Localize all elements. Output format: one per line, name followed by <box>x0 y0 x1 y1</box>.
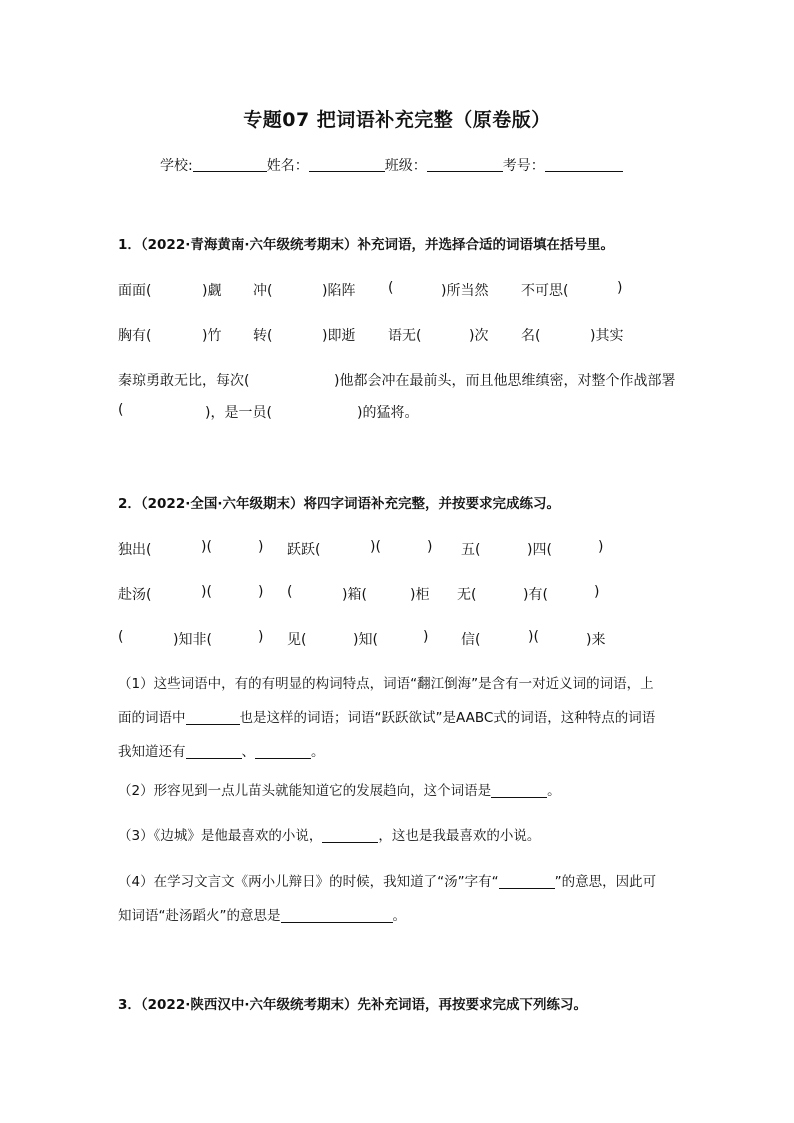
page-title: 专题07 把词语补充完整（原卷版） <box>243 109 551 131</box>
q1-sentence-line-2 <box>0 402 794 422</box>
q2-r1-c: ) <box>258 539 264 555</box>
exam-no-blank[interactable] <box>545 157 623 172</box>
q2-r1-b: )( <box>201 539 212 555</box>
q2-p1-blank-2[interactable] <box>186 743 242 759</box>
q2-r2-f: )柜 <box>410 587 430 603</box>
q1-r2-a: 胸有( <box>118 328 152 344</box>
q2-p4-text-b: ”的意思，因此可 <box>554 874 657 890</box>
q1-sentence-e: )的猛将。 <box>357 405 419 421</box>
q2-r2-b: )( <box>201 584 212 600</box>
q2-p4-text-d: 。 <box>392 908 406 924</box>
q2-subquestion-3 <box>118 819 676 853</box>
q2-r2-e: )箱( <box>342 587 367 603</box>
q2-r3-h: )( <box>528 629 539 645</box>
q2-p1-blank-3[interactable] <box>255 743 311 759</box>
q2-r3-f: ) <box>423 629 429 645</box>
q2-r1-i: ) <box>598 539 604 555</box>
q2-p1-text-e: 、 <box>241 744 255 760</box>
q1-r1-f: )所当然 <box>441 283 489 299</box>
q1-sentence-a: 秦琼勇敢无比，每次( <box>118 373 250 389</box>
q1-r2-e: 语无( <box>388 328 422 344</box>
student-info-line <box>160 155 623 175</box>
q2-p1-text-a: （1）这些词语中，有的有明显的构词特点，词语“翻江倒海”是含有一对近义词的词语，上 <box>118 676 654 692</box>
q2-r3-b: )知非( <box>173 632 212 648</box>
q2-p4-text-c: 知词语“赴汤蹈火”的意思是 <box>118 908 281 924</box>
q2-r1-f: ) <box>427 539 433 555</box>
q2-r1-a: 独出( <box>118 542 152 558</box>
q1-r2-d: )即逝 <box>322 328 356 344</box>
q2-p3-blank[interactable] <box>322 827 378 843</box>
q2-subquestion-2 <box>118 774 676 808</box>
q1-r1-a: 面面( <box>118 283 152 299</box>
q2-p4-text-a: （4）在学习文言文《两小儿辩日》的时候，我知道了“汤”字有“ <box>118 874 499 890</box>
name-label: 姓名： <box>266 158 309 174</box>
q1-sentence-d: )，是一员( <box>205 405 272 421</box>
q2-r3-i: )来 <box>586 632 606 648</box>
q1-r1-h: ) <box>617 280 623 296</box>
q2-r3-c: ) <box>258 629 264 645</box>
school-label: 学校: <box>160 158 193 174</box>
q2-r3-d: 见( <box>287 632 307 648</box>
q2-p2-text-a: （2）形容见到一点儿苗头就能知道它的发展趋向，这个词语是 <box>118 783 492 799</box>
q2-p1-text-d: 我知道还有 <box>118 744 186 760</box>
question-1-stem: 1．（2022·青海黄南·六年级统考期末）补充词语，并选择合适的词语填在括号里。 <box>118 237 614 253</box>
exam-no-label: 考号： <box>502 158 545 174</box>
q2-subquestion-4 <box>118 865 676 933</box>
q1-r2-b: )竹 <box>202 328 222 344</box>
q2-r3-a: ( <box>118 629 124 645</box>
q2-r2-i: ) <box>594 584 600 600</box>
q1-r1-e: ( <box>388 280 394 296</box>
school-blank[interactable] <box>193 157 267 172</box>
q2-r2-g: 无( <box>457 587 477 603</box>
q1-sentence-c: ( <box>118 402 124 418</box>
q2-r1-e: )( <box>370 539 381 555</box>
q2-r1-h: )四( <box>527 542 552 558</box>
q2-r2-h: )有( <box>523 587 548 603</box>
q1-r2-c: 转( <box>253 328 273 344</box>
q2-r2-a: 赴汤( <box>118 587 152 603</box>
q2-word-row-3 <box>0 629 794 649</box>
q1-r2-g: 名( <box>521 328 541 344</box>
q2-p4-blank-2[interactable] <box>281 907 393 923</box>
q2-word-row-1 <box>0 539 794 559</box>
q2-r2-c: ) <box>258 584 264 600</box>
q1-r2-h: )其实 <box>590 328 624 344</box>
q2-p1-text-f: 。 <box>311 744 325 760</box>
q2-r3-g: 信( <box>461 632 481 648</box>
q2-p2-text-b: 。 <box>547 783 561 799</box>
q2-r1-d: 跃跃( <box>287 542 321 558</box>
q2-p1-text-b: 面的词语中 <box>118 710 186 726</box>
q1-r1-c: 冲( <box>253 283 273 299</box>
class-label: 班级： <box>384 158 427 174</box>
q2-p2-blank[interactable] <box>491 782 547 798</box>
class-blank[interactable] <box>427 157 503 172</box>
q1-sentence-line-1 <box>0 370 794 390</box>
q2-p3-text-a: （3）《边城》是他最喜欢的小说， <box>118 828 323 844</box>
q1-word-row-2 <box>0 325 794 345</box>
q2-p1-text-c: 也是这样的词语；词语“跃跃欲试”是AABC式的词语，这种特点的词语 <box>239 710 656 726</box>
q2-r1-g: 五( <box>461 542 481 558</box>
q2-r3-e: )知( <box>353 632 378 648</box>
question-2-stem: 2．（2022·全国·六年级期末）将四字词语补充完整，并按要求完成练习。 <box>118 496 560 512</box>
q2-p3-text-b: ，这也是我最喜欢的小说。 <box>378 828 541 844</box>
q2-subquestion-1 <box>118 667 676 769</box>
q2-p1-blank-1[interactable] <box>186 709 240 725</box>
name-blank[interactable] <box>309 157 385 172</box>
q2-r2-d: ( <box>287 584 293 600</box>
q2-word-row-2 <box>0 584 794 604</box>
question-3-stem: 3．（2022·陕西汉中·六年级统考期末）先补充词语，再按要求完成下列练习。 <box>118 997 587 1013</box>
q1-word-row-1 <box>0 280 794 300</box>
q1-r1-d: )陷阵 <box>322 283 356 299</box>
q1-r1-g: 不可思( <box>521 283 569 299</box>
q1-sentence-b: )他都会冲在最前头，而且他思维缜密，对整个作战部署 <box>334 373 676 389</box>
q1-r2-f: )次 <box>469 328 489 344</box>
q2-p4-blank-1[interactable] <box>499 873 555 889</box>
q1-r1-b: )觑 <box>202 283 222 299</box>
